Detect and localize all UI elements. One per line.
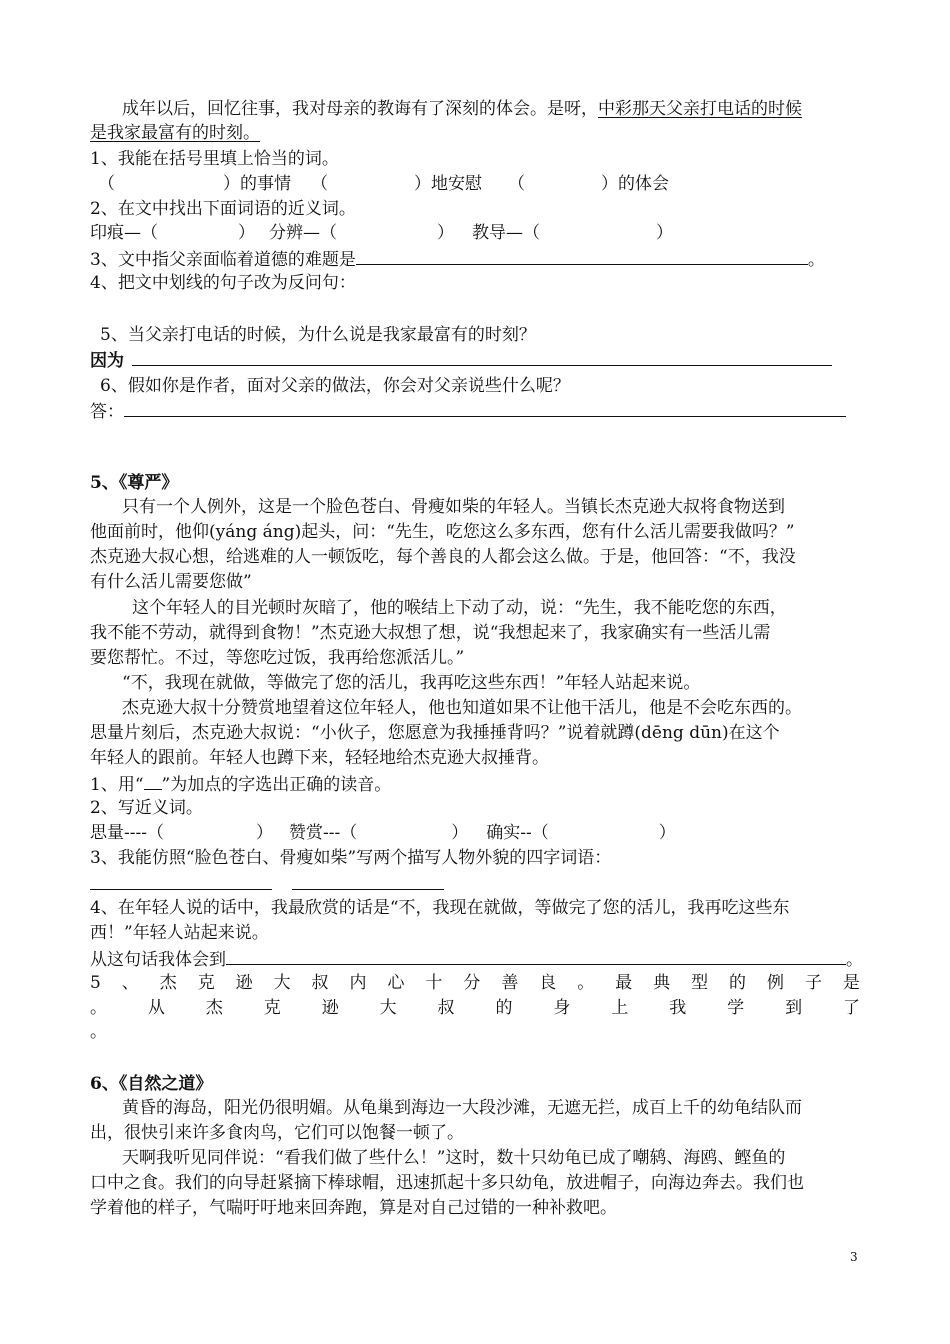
s4-q6-answer: 答： <box>90 399 846 423</box>
s5-q5-line3: 。 <box>90 1022 107 1042</box>
answer-line[interactable] <box>90 872 272 890</box>
answer-line[interactable] <box>132 348 832 366</box>
s5-p1-line2: 他面前时，他仰(yáng áng)起头，问：“先生，吃您这么多东西，您有什么活儿需要我做吗？” <box>90 522 795 542</box>
s4-question-2: 2、在文中找出下面词语的近义词。 <box>90 199 356 219</box>
s5-q5-line1: 5 、 杰 克 逊 大 叔 内 心 十 分 善 良 。 最 典 型 的 例 子 是 <box>90 973 860 993</box>
answer-line[interactable] <box>292 872 444 890</box>
s6-p1-line1: 黄昏的海岛，阳光仍很明媚。从龟巢到海边一大段沙滩，无遮无拦，成百上千的幼龟结队而 <box>122 1098 802 1118</box>
s4-q2-blanks: 印痕—（ ） 分辨—（ ） 教导—（ ） <box>90 223 673 243</box>
s4-question-4: 4、把文中划线的句子改为反问句： <box>90 273 356 293</box>
s5-question-3: 3、我能仿照“脸色苍白、骨瘦如柴”写两个描写人物外貌的四字词语： <box>90 848 612 868</box>
underlined-sentence-part1: 中彩那天父亲打电话的时候 <box>598 99 802 119</box>
s5-q3-blanks <box>90 872 444 896</box>
section-title-nature: 6、《自然之道》 <box>90 1074 213 1094</box>
underlined-sentence-part2: 是我家最富有的时刻。 <box>90 123 260 143</box>
s6-p1-line2: 出，很快引来许多食肉鸟，它们可以饱餐一顿了。 <box>90 1123 464 1143</box>
s4-question-1: 1、我能在括号里填上恰当的词。 <box>90 149 339 169</box>
s5-q2-blanks: 思量----（ ） 赞赏---（ ） 确实--（ ） <box>90 823 676 843</box>
underline-sample <box>144 772 162 790</box>
s5-q4-line1: 4、在年轻人说的话中，我最欣赏的话是“不，我现在就做，等做完了您的活儿，我再吃这些东 <box>90 898 790 918</box>
section-title-dignity: 5、《尊严》 <box>90 473 179 493</box>
s6-p2-line1: 天啊我听见同伴说：“看我们做了些什么！”这时，数十只幼龟已成了嘲鸫、海鸥、鲣鱼的 <box>122 1148 786 1168</box>
s5-p1-line4: 有什么活儿需要您做” <box>90 572 252 592</box>
s5-p4-line2: 思量片刻后，杰克逊大叔说：“小伙子，您愿意为我捶捶背吗？”说着就蹲(dēng dūn)在这个 <box>90 723 780 743</box>
page-number: 3 <box>850 1250 858 1264</box>
s5-question-1: 1、用“ ”为加点的字选出正确的读音。 <box>90 772 391 796</box>
s5-p1-line3: 杰克逊大叔心想，给逃难的人一顿饭吃，每个善良的人都会这么做。于是，他回答：“不，我没 <box>90 547 796 567</box>
s5-p4-line3: 年轻人的跟前。年轻人也蹲下来，轻轻地给杰克逊大叔捶背。 <box>90 748 549 768</box>
s4-question-5: 5、当父亲打电话的时候，为什么说是我家最富有的时刻？ <box>100 325 536 345</box>
s4-q5-answer: 因为 <box>90 348 832 372</box>
s4-question-3: 3、文中指父亲面临着道德的难题是 。 <box>90 247 825 271</box>
answer-line[interactable] <box>226 947 846 965</box>
s5-q4-follow: 从这句话我体会到 。 <box>90 947 863 971</box>
answer-line[interactable] <box>356 247 808 265</box>
s4-q1-blanks: （ ）的事情 （ ）地安慰 （ ）的体会 <box>98 174 669 194</box>
s5-question-2: 2、写近义词。 <box>90 798 203 818</box>
s6-p2-line3: 学着他的样子，气喘吁吁地来回奔跑，算是对自己过错的一种补救吧。 <box>90 1198 617 1218</box>
ending-plain-text: 成年以后，回忆往事，我对母亲的教诲有了深刻的体会。是呀， <box>122 99 598 119</box>
s5-p2-line1: 这个年轻人的目光顿时灰暗了，他的喉结上下动了动，说：“先生，我不能吃您的东西， <box>132 598 787 618</box>
passage-ending-line2 <box>90 122 260 144</box>
s6-p2-line2: 口中之食。我们的向导赶紧摘下棒球帽，迅速抓起十多只幼龟，放进帽子，向海边奔去。我们也 <box>90 1173 804 1193</box>
s4-question-6: 6、假如你是作者，面对父亲的做法，你会对父亲说些什么呢？ <box>100 376 570 396</box>
s5-p2-line2: 我不能不劳动，就得到食物！”杰克逊大叔想了想，说“我想起来了，我家确实有一些活儿需 <box>90 623 771 643</box>
passage-ending-line1 <box>122 98 802 120</box>
s5-q5-line2: 。 从 杰 克 逊 大 叔 的 身 上 我 学 到 了 <box>90 998 860 1018</box>
s5-q4-line2: 西！”年轻人站起来说。 <box>90 923 269 943</box>
s5-p2-line3: 要您帮忙。不过，等您吃过饭，我再给您派活儿。” <box>90 648 465 668</box>
s5-p3: “不，我现在就做，等做完了您的活儿，我再吃这些东西！”年轻人站起来说。 <box>122 673 701 693</box>
s5-p1-line1: 只有一个人例外，这是一个脸色苍白、骨瘦如柴的年轻人。当镇长杰克逊大叔将食物送到 <box>122 497 785 517</box>
s5-p4-line1: 杰克逊大叔十分赞赏地望着这位年轻人，他也知道如果不让他干活儿，他是不会吃东西的。 <box>122 698 802 718</box>
answer-line[interactable] <box>124 399 846 417</box>
